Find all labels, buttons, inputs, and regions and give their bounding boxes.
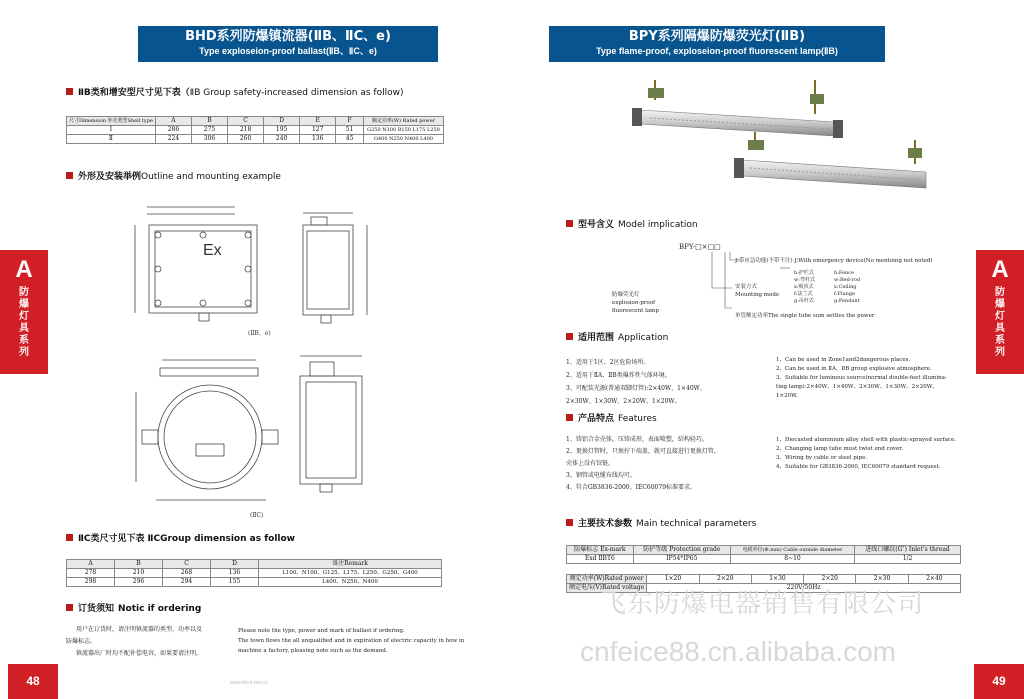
mode-item: x:Ceiling bbox=[834, 284, 857, 290]
mode-item: f:法兰式 bbox=[794, 291, 813, 297]
application-en bbox=[776, 356, 947, 401]
section-title-cn: 型号含义 bbox=[578, 220, 615, 230]
red-square-icon bbox=[66, 534, 73, 541]
table-header: A bbox=[155, 117, 191, 126]
section-title-en: Main technical parameters bbox=[636, 519, 757, 529]
table-cell: 218 bbox=[228, 126, 264, 135]
table-cell: 240 bbox=[264, 135, 300, 144]
table-cell: 2×30 bbox=[856, 575, 908, 584]
left-header-subtitle: Type exploseion-proof ballast(ⅡB、ⅡC、e) bbox=[199, 46, 377, 56]
order-line: machine a factory, pleasing note such as the demand. bbox=[238, 648, 388, 654]
left-header bbox=[138, 26, 438, 62]
table-cell: Exd ⅡBT6 bbox=[567, 555, 634, 564]
feature-line: 3、Wiring by cable or steel pipe. bbox=[776, 455, 868, 461]
table-cell: Ⅰ bbox=[67, 126, 156, 135]
page-number-left: 48 bbox=[8, 664, 58, 699]
red-square-icon bbox=[566, 220, 573, 227]
table-cell: 2×20 bbox=[804, 575, 856, 584]
side-tab-text bbox=[0, 287, 48, 359]
mode-item: g:吊杆式 bbox=[794, 298, 814, 304]
table-cell: Ⅱ bbox=[67, 135, 156, 144]
mode-item: h:Fence bbox=[834, 270, 855, 276]
table-cell: 278 bbox=[67, 569, 115, 578]
table-row bbox=[67, 135, 444, 144]
section-title-cn: 外形及安装举例 bbox=[78, 172, 142, 182]
model-power: 单管额定功率The single tube sum settles the power bbox=[735, 313, 875, 319]
table-header: 额定功率(W)Rated power bbox=[567, 575, 647, 584]
table-row bbox=[67, 578, 442, 587]
section-title-cn: ⅡC类尺寸见下表 bbox=[78, 534, 145, 544]
lamp-en: fluorescent lamp bbox=[612, 308, 659, 314]
table-cell: 1×20 bbox=[647, 575, 699, 584]
feature-line: 1、铸铝合金壳体，压铸成形，表面喷塑，结构轻巧。 bbox=[566, 436, 708, 443]
side-tab-char: 爆 bbox=[19, 299, 29, 310]
section-title-cn: 主要技术参数 bbox=[578, 519, 633, 529]
table-cell: L400、N250、N400 bbox=[259, 578, 442, 587]
mode-item: g:Pendant bbox=[834, 298, 860, 304]
ballast-ib-drawing bbox=[125, 195, 375, 335]
mode-item: w:Bed-rod bbox=[834, 277, 861, 283]
side-tab-char: 列 bbox=[19, 347, 29, 358]
model-modes-en bbox=[834, 270, 860, 305]
right-section-model bbox=[566, 219, 698, 231]
feature-line: 3、钢管或电缆布线均可。 bbox=[566, 472, 636, 479]
right-header-title: BPY系列隔爆防爆荧光灯(ⅡB) bbox=[628, 29, 806, 44]
features-cn bbox=[566, 434, 720, 494]
table-cell: 136 bbox=[211, 569, 259, 578]
mode-item: h:护栏式 bbox=[794, 270, 814, 276]
page-number-right: 49 bbox=[974, 664, 1024, 699]
section-title-en: Outline and mounting example bbox=[141, 172, 281, 182]
application-line: 2×30W、1×30W、2×20W、1×20W。 bbox=[566, 398, 681, 405]
table-cell: 224 bbox=[155, 135, 191, 144]
table-row bbox=[567, 555, 961, 564]
section-title-cn: 订货须知 bbox=[78, 604, 115, 614]
side-tab-letter: A bbox=[15, 256, 33, 283]
lamp-en: explosion-proof bbox=[612, 300, 656, 306]
side-tab-char: 列 bbox=[995, 347, 1005, 358]
table-header: D bbox=[211, 560, 259, 569]
order-note-en bbox=[238, 626, 464, 656]
table-header: E bbox=[300, 117, 336, 126]
application-line: 1、适用于1区、2区危险场所。 bbox=[566, 359, 650, 366]
table-cell: 127 bbox=[300, 126, 336, 135]
table-cell: L100、N100、G125、L175、L250、G250、G400 bbox=[259, 569, 442, 578]
mode-item: w:弯杆式 bbox=[794, 277, 815, 283]
watermark-company: 飞东防爆电器销售有限公司 bbox=[600, 589, 925, 619]
table-cell: G250 N100 B150 L175 L250 bbox=[364, 126, 444, 135]
section-title-cn: 适用范围 bbox=[578, 333, 615, 343]
table-header: 额定电压(V)Rated voltage bbox=[567, 584, 647, 593]
section-title-en: ⅡCGroup dimension as follow bbox=[147, 534, 295, 544]
application-line: 1×20W. bbox=[776, 393, 798, 399]
table-header: 电缆外径(Φ,mm) Cable outside diameter bbox=[730, 546, 854, 555]
table-header: B bbox=[115, 560, 163, 569]
table-header: 额定功率(W) Rated power bbox=[364, 117, 444, 126]
red-square-icon bbox=[66, 88, 73, 95]
table-header: B bbox=[191, 117, 227, 126]
table-cell: 296 bbox=[115, 578, 163, 587]
caption-iic: (ⅡC) bbox=[250, 512, 264, 519]
application-line: 2、Can be used in ⅡA、ⅡB group explosive atmosphere. bbox=[776, 366, 932, 372]
order-line: 用户在订货时，请注明镇流器的类型，功率以及 bbox=[76, 626, 203, 633]
side-tab-char: 系 bbox=[995, 335, 1005, 346]
red-square-icon bbox=[566, 333, 573, 340]
caption-ib-e: (ⅡB、e) bbox=[248, 330, 271, 337]
section-title-en: Application bbox=[618, 333, 669, 343]
table-cell: 220V/50Hz bbox=[647, 584, 961, 593]
section-title-cn: ⅡB类和增安型尺寸见下表（ bbox=[78, 88, 190, 98]
left-section-outline bbox=[66, 171, 281, 183]
table-cell: 8~10 bbox=[730, 555, 854, 564]
table-cell: 306 bbox=[191, 135, 227, 144]
side-tab-char: 爆 bbox=[995, 299, 1005, 310]
fluorescent-lamp-picture bbox=[630, 80, 930, 210]
section-title-en: Features bbox=[618, 414, 657, 424]
side-tab-char: 系 bbox=[19, 335, 29, 346]
application-line: 3、可配装光源(普通双脚灯管):2×40W、1×40W、 bbox=[566, 385, 706, 392]
table-row bbox=[567, 575, 961, 584]
table-cell: 275 bbox=[191, 126, 227, 135]
table-header: 进线口螺纹(G″) Inlet's thread bbox=[855, 546, 961, 555]
table-header: 防爆标志 Ex-mark bbox=[567, 546, 634, 555]
ex-mark: Ex bbox=[203, 242, 222, 259]
feature-line: 1、Diecasted aluminium alloy shell with plastic-sprayed surface. bbox=[776, 437, 957, 443]
mode-item: x:吸顶式 bbox=[794, 284, 814, 290]
order-note-cn bbox=[66, 624, 202, 660]
table-cell: 210 bbox=[115, 569, 163, 578]
application-line: 1、Can be used in Zone1and2dangerous places. bbox=[776, 357, 911, 363]
order-line: 镇流器出厂时均不配补偿电容，如果要请注明。 bbox=[76, 650, 203, 657]
side-tab-char: 具 bbox=[19, 323, 29, 334]
dimension-table-iic bbox=[66, 559, 442, 587]
feature-line: 4、Suitable for GB3836-2000, IEC60079 standard request. bbox=[776, 464, 941, 470]
feature-line: 壳体上没有铰链。 bbox=[566, 460, 615, 467]
table-cell: 268 bbox=[163, 569, 211, 578]
left-section-iic bbox=[66, 533, 295, 545]
table-header: C bbox=[228, 117, 264, 126]
footer-url: www.feice.net.cn bbox=[230, 680, 268, 686]
right-section-tech bbox=[566, 518, 756, 530]
left-header-title: BHD系列防爆镇流器(ⅡB、ⅡC、e) bbox=[185, 29, 391, 44]
section-title-en: Model implication bbox=[618, 220, 698, 230]
model-lamp-label bbox=[612, 291, 659, 315]
order-line: 防爆标志。 bbox=[66, 638, 97, 645]
section-title-en: ⅡB Group safety-increased dimension as follow) bbox=[189, 88, 404, 98]
table-cell: 1/2 bbox=[855, 555, 961, 564]
order-line: Please note the type, power and mark of ballast if ordering. bbox=[238, 628, 405, 634]
side-tab-char: 具 bbox=[995, 323, 1005, 334]
application-line: 3、Suitable for luminous source(normal double-feet illumina- bbox=[776, 375, 947, 381]
table-cell: 298 bbox=[67, 578, 115, 587]
watermark-url: cnfeice88.cn.alibaba.com bbox=[580, 636, 896, 667]
table-header: A bbox=[67, 560, 115, 569]
table-cell: 2×40 bbox=[908, 575, 960, 584]
section-title-cn: 产品特点 bbox=[578, 414, 615, 424]
table-cell: 2×20 bbox=[699, 575, 751, 584]
left-section-dimension bbox=[66, 87, 404, 99]
dimension-table-ib bbox=[66, 116, 444, 144]
table-cell: G400 N250 N400 L400 bbox=[364, 135, 444, 144]
feature-line: 2、更换灯管时，只须拧下端盖，就可直接进行更换灯管， bbox=[566, 448, 720, 455]
features-en bbox=[776, 436, 956, 472]
side-tab-text bbox=[976, 287, 1024, 359]
side-tab-letter: A bbox=[991, 256, 1009, 283]
table-row bbox=[67, 569, 442, 578]
red-square-icon bbox=[566, 519, 573, 526]
application-line: 2、适用于ⅡA、ⅡB类爆炸性气体环境。 bbox=[566, 372, 671, 379]
table-cell: 45 bbox=[336, 135, 364, 144]
table-header: 备注Remark bbox=[259, 560, 442, 569]
table-header: C bbox=[163, 560, 211, 569]
table-header: D bbox=[264, 117, 300, 126]
right-side-tab bbox=[976, 250, 1024, 374]
table-header: F bbox=[336, 117, 364, 126]
mount-cn: 安装方式 bbox=[735, 284, 758, 290]
lamp-cn: 防爆荧光灯 bbox=[612, 292, 640, 298]
ballast-iic-drawing bbox=[130, 352, 380, 512]
red-square-icon bbox=[566, 414, 573, 421]
feature-line: 2、Changing lamp tube must twist end cover. bbox=[776, 446, 904, 452]
table-cell: 136 bbox=[300, 135, 336, 144]
section-title-en: Notic if ordering bbox=[118, 604, 202, 614]
side-tab-char: 灯 bbox=[995, 311, 1005, 322]
mount-en: Mounting mode bbox=[735, 292, 780, 298]
model-modes-cn bbox=[794, 270, 815, 305]
table-cell: 1×30 bbox=[751, 575, 803, 584]
table-cell: 260 bbox=[228, 135, 264, 144]
table-cell: 286 bbox=[155, 126, 191, 135]
right-section-features bbox=[566, 413, 657, 425]
table-cell: IP54*IP65 bbox=[633, 555, 730, 564]
model-code: BPY-□×□□ bbox=[679, 243, 721, 251]
application-line: ting lamp):2×40W、1×40W、2×30W、1×30W、2×20W、 bbox=[776, 384, 938, 390]
left-side-tab bbox=[0, 250, 48, 374]
model-emergency: J:带应急功能(不带不注) J:With emergency device(No mentoing not noted) bbox=[735, 258, 933, 264]
table-row bbox=[67, 126, 444, 135]
table-cell: 294 bbox=[163, 578, 211, 587]
side-tab-char: 防 bbox=[19, 287, 29, 298]
table-header: 防护等级 Protection grade bbox=[633, 546, 730, 555]
left-section-order bbox=[66, 603, 201, 615]
table-cell: 155 bbox=[211, 578, 259, 587]
side-tab-char: 灯 bbox=[19, 311, 29, 322]
table-header: 尺寸Dimension 外壳类型Shell type bbox=[67, 117, 156, 126]
side-tab-char: 防 bbox=[995, 287, 1005, 298]
feature-line: 4、符合GB3836-2000、IEC60079标准要求。 bbox=[566, 484, 697, 491]
right-section-application bbox=[566, 332, 668, 344]
application-cn bbox=[566, 356, 706, 408]
order-line: The town flows the all unqualified and in expiration of electric capacity in how in bbox=[238, 638, 465, 644]
table-cell: 51 bbox=[336, 126, 364, 135]
right-header-subtitle: Type flame-proof, exploseion-proof fluorescent lamp(ⅡB) bbox=[596, 46, 838, 56]
tech-table-1 bbox=[566, 545, 961, 564]
red-square-icon bbox=[66, 604, 73, 611]
table-cell: 195 bbox=[264, 126, 300, 135]
red-square-icon bbox=[66, 172, 73, 179]
mode-item: f:Flange bbox=[834, 291, 855, 297]
model-mount-label bbox=[735, 283, 779, 299]
right-header bbox=[549, 26, 885, 62]
